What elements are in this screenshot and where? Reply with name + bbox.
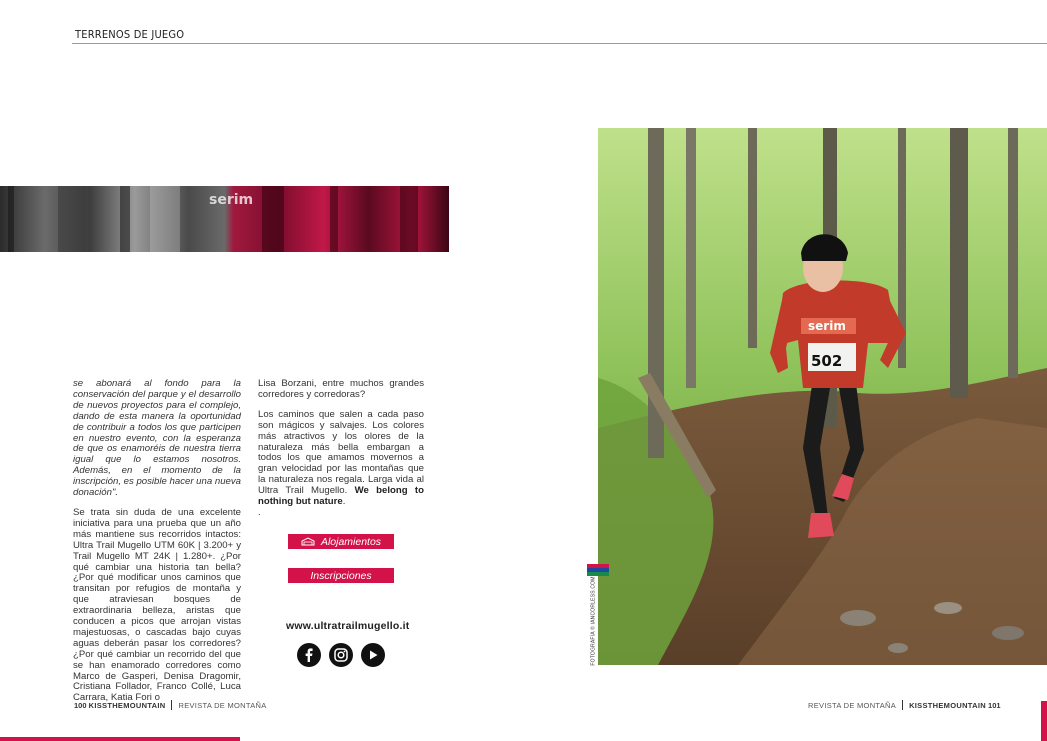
inscripciones-button[interactable]: [288, 568, 394, 583]
website-link[interactable]: www.ultratrailmugello.it: [286, 620, 410, 632]
magazine-name: KISSTHEMOUNTAIN: [909, 701, 986, 710]
hotel-icon: [301, 537, 315, 546]
accent-bar-right: [1041, 701, 1047, 741]
magazine-name: KISSTHEMOUNTAIN: [88, 701, 166, 710]
body-paragraph: Se trata sin duda de una excelente iniciativa para una prueba que un año más mantiene sus recorridos intactos: Ultra Trail Mugello UTM 60K | 3.200+ y Trail Mugello MT 24K | 1.280+. ¿Por qué cambiar una historia tan bella? ¿Por qué modificar unos caminos que transitan por refugios de montaña y que atraviesan bosques de extraordinaria belleza, aristas que conducen a picos que arrojan vistas majestuosas, o cascadas bajo cuyas aguas deberán pasar los corredores? ¿Por qué cambiar un recorrido del que se han enamorado corredores como Marco de Gasperi, Denisa Dragomir, Cristiana Follador, Franco Collé, Luca Carrara, Katia Fori o: [73, 506, 241, 704]
trailing-dot: .: [258, 506, 261, 518]
body-paragraph: Lisa Borzani, entre muchos grandes corredores y corredoras?: [258, 378, 424, 400]
header-divider: [72, 43, 1047, 44]
photo-strip: [0, 186, 449, 252]
motto: We belong to nothing but nature: [258, 485, 424, 508]
folio-right: [808, 700, 1001, 710]
accent-bar-left: [0, 737, 240, 741]
instagram-icon[interactable]: [329, 643, 353, 667]
text-column-2: [258, 379, 424, 528]
strip-logo: serim: [209, 192, 254, 208]
photo-credit: [589, 578, 597, 666]
body-paragraph: [258, 410, 424, 519]
page-number: 100: [74, 701, 87, 710]
magazine-subtitle: REVISTA DE MONTAÑA: [178, 701, 267, 710]
runner-photo: [598, 128, 1047, 665]
folio-left: [74, 700, 267, 710]
quote-paragraph: se abonará al fondo para la conservación del parque y el desarrollo de nuevos proyectos para el complejo, dando de esta manera la oportunidad de contribuir a todos los que participen en nuestro evento, con la esperanza de que os enamoréis de nuestra tierra igual que lo estamos nosotros. Además, en el momento de la inscripción, es posible hacer una nueva donación".: [73, 378, 241, 499]
text-column-1: [73, 379, 241, 713]
facebook-icon[interactable]: [297, 643, 321, 667]
paragraph-end: .: [342, 496, 346, 508]
alojamientos-button[interactable]: [288, 534, 394, 549]
page-number: 101: [988, 701, 1001, 710]
alojamientos-label: Alojamientos: [320, 535, 382, 548]
inscripciones-label: Inscripciones: [310, 569, 372, 582]
photo-credit-text: FOTOGRAFÍA © IANCORLESS.COM: [590, 576, 597, 666]
shirt-logo: serim: [808, 319, 846, 333]
bib-number: 502: [811, 352, 843, 370]
section-title: TERRENOS DE JUEGO: [75, 28, 185, 41]
youtube-icon[interactable]: [361, 643, 385, 667]
paragraph-text: Los caminos que salen a cada paso son mágicos y salvajes. Los colores más atractivos y los olores de la naturaleza más bella embargan a todos los que amamos movernos a gran velocidad por las montañas que la naturaleza nos regala. Larga vida al Ultra Trail Mugello.: [258, 408, 424, 497]
credit-flag: [587, 564, 609, 576]
magazine-subtitle: REVISTA DE MONTAÑA: [808, 701, 897, 710]
